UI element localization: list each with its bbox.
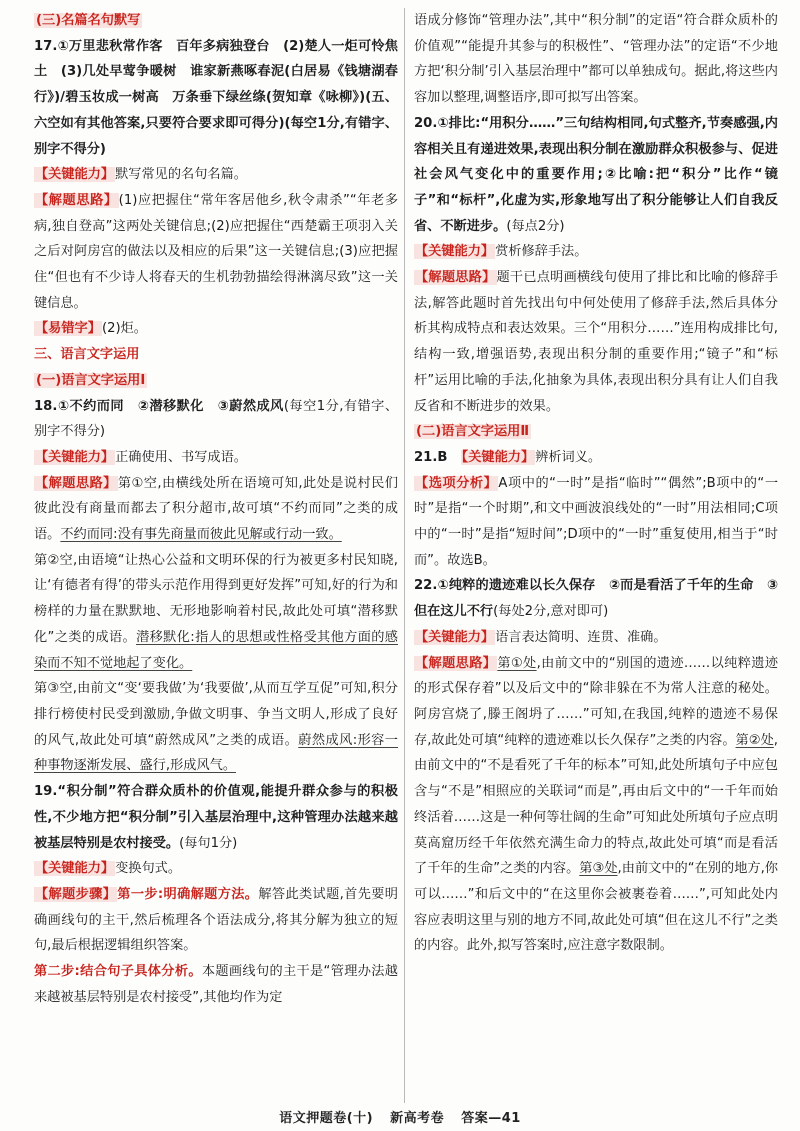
left-column bbox=[34, 8, 398, 1010]
q18-ability: 【关键能力】正确使用、书写成语。 bbox=[35, 449, 247, 465]
section-famous-lines: (三)名篇名句默写 bbox=[36, 13, 141, 28]
q17-answer: 17.①万里悲秋常作客 百年多病独登台 (2)楚人一炬可怜焦土 (3)几处早莺争暖树 谁家新燕啄春泥(白居易《钱塘湖春行》)/碧玉妆成一树高 万条垂下绿丝绦(贺知章《咏柳》)(五、六空如有其他答案,只要符合要求即可得分)(每空1分,有错字、别字不得分) bbox=[34, 38, 398, 157]
q18-tip-3: 第③空,由前文“变‘要我做’为‘我要做’,从而互学互促”可知,积分排行榜使村民受到激励,争做文明事、争当文明人,形成了良好的风气,故此处可填“蔚然成风”之类的成语。蔚然成风:形容一种事物逐渐发展、盛行,形成风气。 bbox=[34, 681, 398, 774]
q19-ability: 【关键能力】变换句式。 bbox=[35, 861, 182, 877]
q21-answer: 21.B 【关键能力】辨析词义。 bbox=[414, 449, 602, 465]
footer-paper-type: 新高考卷 bbox=[390, 1111, 445, 1126]
q21-options: 【选项分析】A项中的“一时”是指“临时”“偶然”;B项中的“一时”是指“一个时期”,和文中画波浪线处的“一时”用法相同;C项中的“一时”是指“短时间”;D项中的“一时”重复使用,相当于“时而”。故选B。 bbox=[414, 475, 779, 568]
q19-continued: 语成分修饰“管理办法”,其中“积分制”的定语“符合群众质朴的价值观”“能提升其参与的积极性”、“管理办法”的定语“不少地方把‘积分制’引入基层治理中”都可以单独成句。据此,将这些内容加以整理,调整语序,即可拟写出答案。 bbox=[414, 13, 778, 106]
q20-ability: 【关键能力】赏析修辞手法。 bbox=[415, 244, 588, 260]
page-footer bbox=[0, 1107, 800, 1126]
q18-answer: 18.①不约而同 ②潜移默化 ③蔚然成风(每空1分,有错字、别字不得分) bbox=[34, 398, 399, 440]
q17-ability: 【关键能力】默写常见的名句名篇。 bbox=[35, 167, 247, 183]
q17-typo: 【易错字】(2)炬。 bbox=[35, 321, 147, 337]
q19-step-1: 【解题步骤】第一步:明确解题方法。解答此类试题,首先要明确画线句的主干,然后梳理各个语法成分,将其分解为独立的短句,最后根据逻辑组织答案。 bbox=[34, 886, 398, 954]
column-divider bbox=[404, 8, 405, 1103]
q19-step-2: 第二步:结合句子具体分析。本题画线句的主干是“管理办法越来越被基层特别是农村接受”,其他均作为定 bbox=[34, 964, 398, 1005]
q22-tip: 【解题思路】第①处,由前文中的“别国的遗迹……以纯粹遗迹的形式保存着”以及后文中的“除非躲在不为常人注意的秘处。阿房宫烧了,滕王阁坍了……”可知,在我国,纯粹的遗迹不易保存,故此处可填“纯粹的遗迹难以长久保存”之类的内容。第②处,由前文中的“不是看死了千年的标本”可知,此处所填句子中应包含与“不是”相照应的关联词“而是”,再由后文中的“一千年而始终活着……这是一种何等壮阔的生命”可知此处所填句子应点明莫高窟历经千年依然充满生命力的特点,故此处可填“而是看活了千年的生命”之类的内容。第③处,由前文中的“在别的地方,你可以……”和后文中的“在这里你会被裹卷着……”,可知此处内容应表明这里与别的地方不同,故此处可填“但在这儿不行”之类的内容。此外,拟写答案时,应注意字数限制。 bbox=[414, 655, 779, 954]
right-column bbox=[414, 8, 778, 959]
footer-paper-title: 语文押题卷(十) bbox=[279, 1111, 374, 1126]
q18-tip-2: 第②空,由语境“让热心公益和文明环保的行为被更多村民知晓,让‘有德者有得’的带头示范作用得到更好发挥”可知,好的行为和榜样的力量在默默地、无形地影响着村民,故此处可填“潜移默化”之类的成语。潜移默化:指人的思想或性格受其他方面的感染而不知不觉地起了变化。 bbox=[34, 552, 398, 671]
q18-tip-1: 【解题思路】第①空,由横线处所在语境可知,此处是说村民们彼此没有商量而都去了积分超市,故可填“不约而同”之类的成语。不约而同:没有事先商量而彼此见解或行动一致。 bbox=[34, 475, 398, 543]
q19-answer: 19.“积分制”符合群众质朴的价值观,能提升群众参与的积极性,不少地方把“积分制”引入基层治理中,这种管理办法越来越被基层特别是农村接受。(每句1分) bbox=[34, 784, 398, 851]
subsection-language-use-2: (二)语言文字运用Ⅱ bbox=[416, 424, 530, 440]
subsection-language-use-1: (一)语言文字运用Ⅰ bbox=[36, 372, 146, 388]
section-language-use: 三、语言文字运用 bbox=[34, 347, 140, 363]
q20-tip: 【解题思路】题干已点明画横线句使用了排比和比喻的修辞手法,解答此题时首先找出句中何处使用了修辞手法,然后具体分析其构成特点和表达效果。三个“用积分……”连用构成排比句,结构一致,增强语势,表现出积分制的重要作用;“镜子”和“标杆”运用比喻的手法,化抽象为具体,表现出积分具有让人们自我反省和不断进步的效果。 bbox=[414, 270, 779, 414]
q17-tip: 【解题思路】(1)应把握住“常年客居他乡,秋令肃杀”“年老多病,独自登高”这两处关键信息;(2)应把握住“西楚霸王项羽入关之后对阿房宫的做法以及相应的后果”这一关键信息;(3)应把握住“但也有不少诗人将春天的生机勃勃描绘得淋漓尽致”这一关键信息。 bbox=[34, 192, 399, 311]
q22-answer: 22.①纯粹的遗迹难以长久保存 ②而是看活了千年的生命 ③但在这儿不行(每处2分,意对即可) bbox=[414, 578, 778, 620]
q22-ability: 【关键能力】语言表达简明、连贯、准确。 bbox=[415, 629, 667, 645]
footer-page-number: 答案—41 bbox=[461, 1111, 521, 1126]
q20-answer: 20.①排比:“用积分……”三句结构相同,句式整齐,节奏感强,内容相关且有递进效果,表现出积分制在激励群众积极参与、促进社会风气变化中的重要作用;②比喻:把“积分”比作“镜子”和“标杆”,化虚为实,形象地写出了积分能够让人们自我反省、不断进步。(每点2分) bbox=[414, 115, 778, 234]
